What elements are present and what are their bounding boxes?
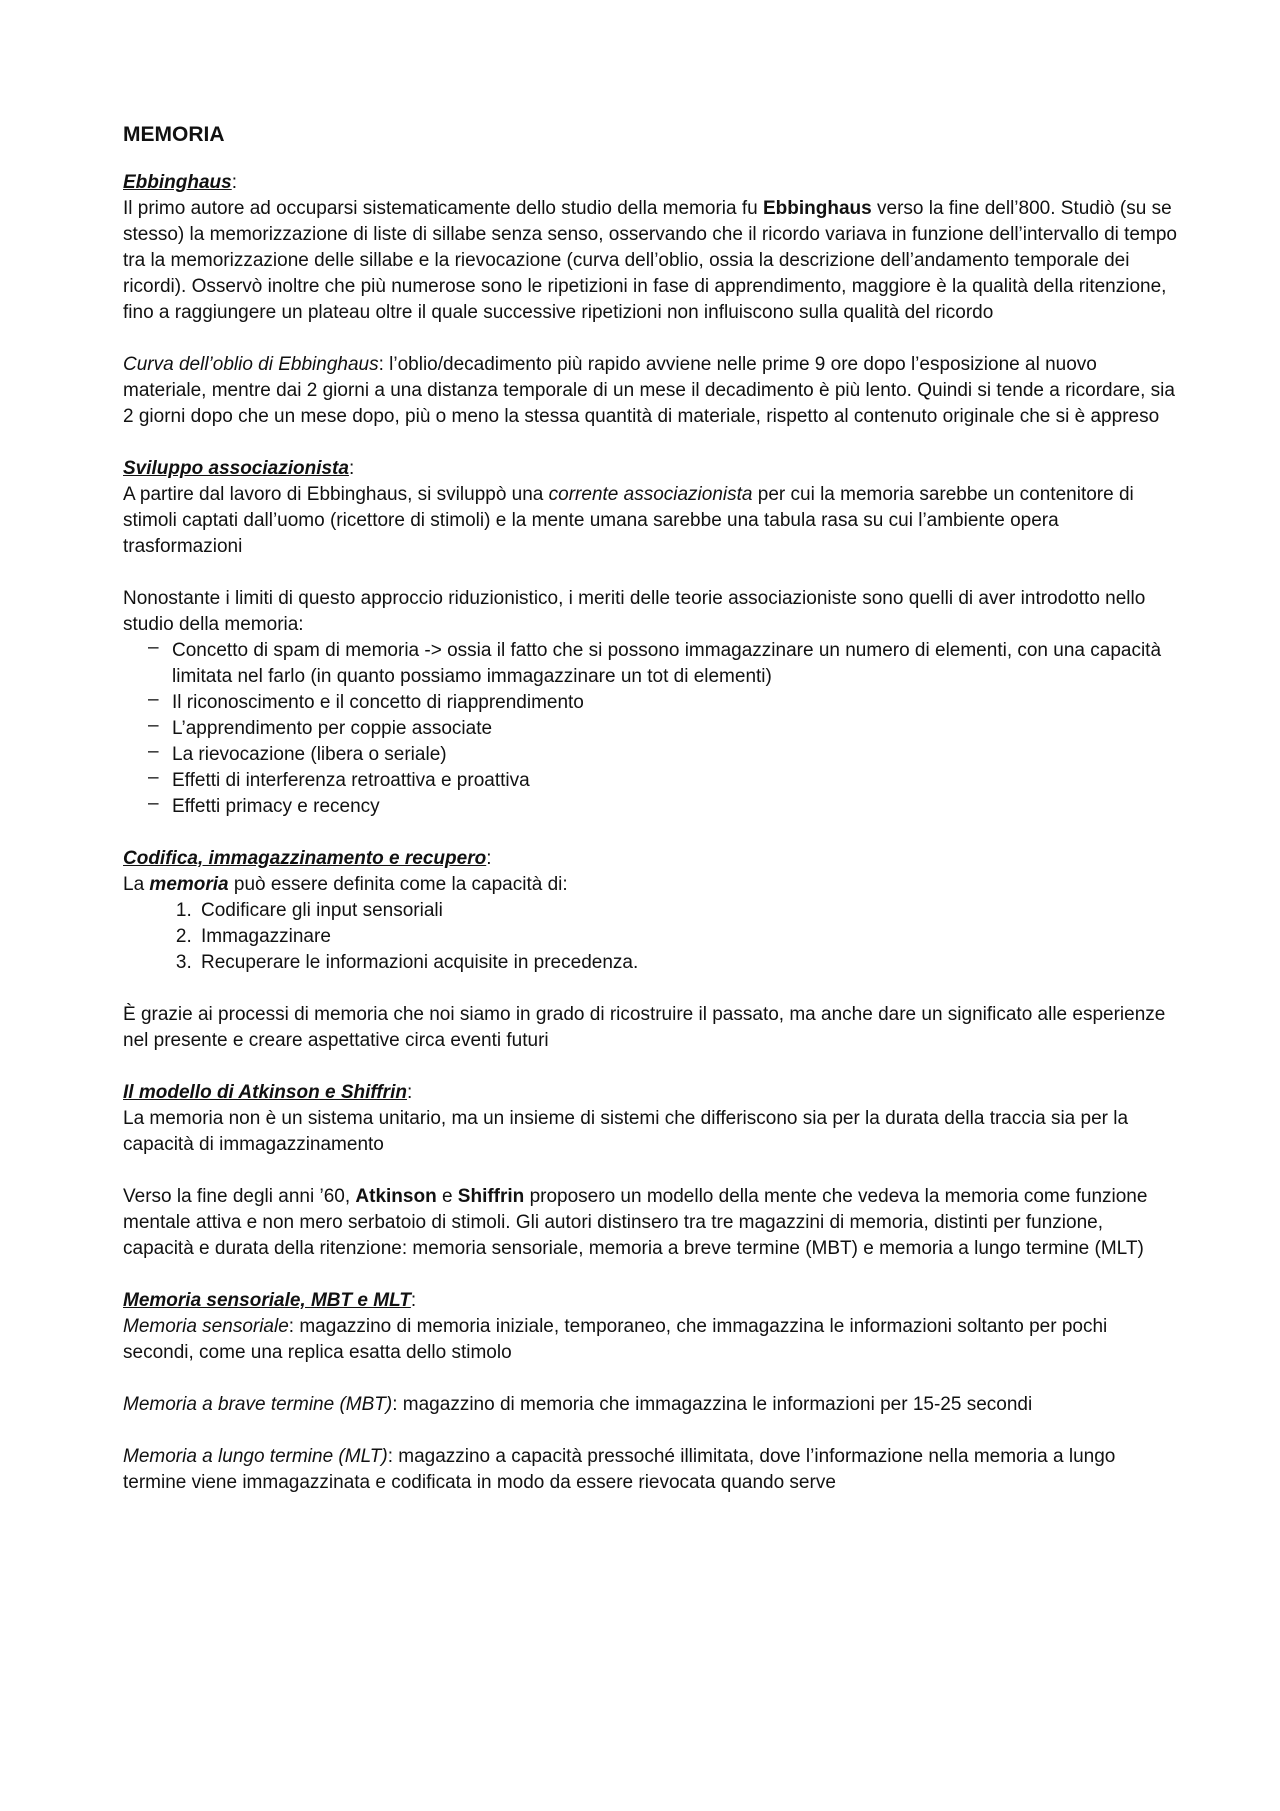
italic-term: Memoria sensoriale	[123, 1316, 289, 1337]
text-span: A partire dal lavoro di Ebbinghaus, si sviluppò una	[123, 484, 549, 505]
text-span: : magazzino a capacità pressoché illimitata, dove l’informazione nella memoria a lungo termine viene immagazzinata e codificata in modo da essere rievocata quando serve	[123, 1446, 1116, 1493]
paragraph	[123, 872, 1178, 898]
text-span: proposero un modello della mente che vedeva la memoria come funzione mentale attiva e non mero serbatoio di stimoli. Gli autori distinsero tra tre magazzini di memoria, distinti per funzione, capacità e durata della ritenzione: memoria sensoriale, memoria a breve termine (MBT) e memoria a lungo termine (MLT)	[123, 1186, 1148, 1259]
text-span: verso la fine dell’800. Studiò (su se stesso) la memorizzazione di liste di sillabe senza senso, osservando che il ricordo variava in funzione dell’intervallo di tempo tra la memorizzazione delle sillabe e la rievocazione (curva dell’oblio, ossia la descrizione dell’andamento temporale dei ricordi). Osservò inoltre che più numerose sono le ripetizioni in fase di apprendimento, maggiore è la qualità della ritenzione, fino a raggiungere un plateau oltre il quale successive ripetizioni non influiscono sulla qualità del ricordo	[123, 198, 1177, 323]
paragraph	[123, 1314, 1178, 1366]
numbered-list	[123, 898, 1178, 976]
document-page	[123, 122, 1178, 1522]
paragraph-gap	[123, 976, 1178, 1002]
section-heading: Memoria sensoriale, MBT e MLT	[123, 1290, 411, 1311]
bold-italic-term: memoria	[149, 874, 229, 895]
section-sensoriale	[123, 1288, 1178, 1496]
text-span: : l’oblio/decadimento più rapido avviene nelle prime 9 ore dopo l’esposizione al nuovo materiale, mentre dai 2 giorni a una distanza temporale di un mese il decadimento è più lento. Quindi si tende a ricordare, sia 2 giorni dopo che un mese dopo, più o meno la stessa quantità di materiale, rispetto al contenuto originale che si è appreso	[123, 354, 1175, 427]
paragraph-gap	[123, 560, 1178, 586]
paragraph	[123, 1444, 1178, 1496]
section-modello	[123, 1080, 1178, 1262]
text-span: per cui la memoria sarebbe un contenitore di stimoli captati dall’uomo (ricettore di stimoli) e la mente umana sarebbe una tabula rasa su cui l’ambiente opera trasformazioni	[123, 484, 1134, 557]
paragraph-gap	[123, 326, 1178, 352]
paragraph	[123, 196, 1178, 326]
italic-term: Memoria a lungo termine (MLT)	[123, 1446, 388, 1467]
heading-colon: :	[410, 1290, 417, 1311]
text-span: Il primo autore ad occuparsi sistematicamente dello studio della memoria fu	[123, 198, 763, 219]
paragraph-gap	[123, 1366, 1178, 1392]
text-span: può essere definita come la capacità di:	[228, 874, 568, 895]
list-item: ‒ L’apprendimento per coppie associate	[148, 716, 1178, 742]
section-ebbinghaus	[123, 170, 1178, 430]
paragraph	[123, 352, 1178, 430]
section-heading: Ebbinghaus	[123, 172, 232, 193]
list-item: ‒ Effetti primacy e recency	[148, 794, 1178, 820]
text-span: e	[436, 1186, 458, 1207]
bold-term: Shiffrin	[457, 1186, 525, 1207]
bold-term: Atkinson	[355, 1186, 437, 1207]
section-sviluppo	[123, 456, 1178, 820]
list-item: 1. Codificare gli input sensoriali	[197, 898, 1178, 924]
paragraph	[123, 482, 1178, 560]
text-span: : magazzino di memoria che immagazzina le informazioni per 15-25 secondi	[392, 1394, 1033, 1415]
section-heading-line	[123, 1288, 1178, 1314]
italic-term: Curva dell’oblio di Ebbinghaus	[123, 354, 379, 375]
section-codifica	[123, 846, 1178, 1054]
paragraph: La memoria non è un sistema unitario, ma un insieme di sistemi che differiscono sia per la durata della traccia sia per la capacità di immagazzinamento	[123, 1108, 1129, 1155]
heading-colon: :	[406, 1082, 413, 1103]
page-title: MEMORIA	[123, 123, 225, 146]
section-heading: Codifica, immagazzinamento e recupero	[123, 848, 487, 869]
italic-term: corrente associazionista	[548, 484, 753, 505]
dash-list	[123, 638, 1178, 820]
paragraph: Nonostante i limiti di questo approccio riduzionistico, i meriti delle teorie associazioniste sono quelli di aver introdotto nello studio della memoria:	[123, 588, 1146, 635]
paragraph-gap	[123, 1418, 1178, 1444]
section-heading-line	[123, 846, 1178, 872]
section-heading-line	[123, 456, 1178, 482]
paragraph: È grazie ai processi di memoria che noi siamo in grado di ricostruire il passato, ma anche dare un significato alle esperienze nel presente e creare aspettative circa eventi futuri	[123, 1004, 1166, 1051]
text-span: : magazzino di memoria iniziale, temporaneo, che immagazzina le informazioni soltanto per pochi secondi, come una replica esatta dello stimolo	[123, 1316, 1108, 1363]
paragraph-gap	[123, 1158, 1178, 1184]
bold-term: Ebbinghaus	[762, 198, 872, 219]
list-item: 2. Immagazzinare	[197, 924, 1178, 950]
list-item: ‒ Concetto di spam di memoria -> ossia il fatto che si possono immagazzinare un numero di elementi, con una capacità limitata nel farlo (in quanto possiamo immagazzinare un tot di elementi)	[148, 638, 1178, 690]
section-heading: Il modello di Atkinson e Shiffrin	[123, 1082, 407, 1103]
section-heading: Sviluppo associazionista	[123, 458, 349, 479]
heading-colon: :	[486, 848, 492, 869]
section-heading-line	[123, 1080, 1178, 1106]
italic-term: Memoria a brave termine (MBT)	[123, 1394, 393, 1415]
list-item: ‒ Effetti di interferenza retroattiva e proattiva	[148, 768, 1178, 794]
text-span: La	[123, 874, 150, 895]
text-span: Verso la fine degli anni ’60,	[123, 1186, 356, 1207]
list-item: ‒ La rievocazione (libera o seriale)	[148, 742, 1178, 768]
list-item: ‒ Il riconoscimento e il concetto di riapprendimento	[148, 690, 1178, 716]
heading-colon: :	[348, 458, 355, 479]
paragraph	[123, 1392, 1178, 1418]
section-heading-line	[123, 170, 1178, 196]
paragraph	[123, 1184, 1178, 1262]
list-item: 3. Recuperare le informazioni acquisite in precedenza.	[197, 950, 1178, 976]
heading-colon: :	[231, 172, 238, 193]
